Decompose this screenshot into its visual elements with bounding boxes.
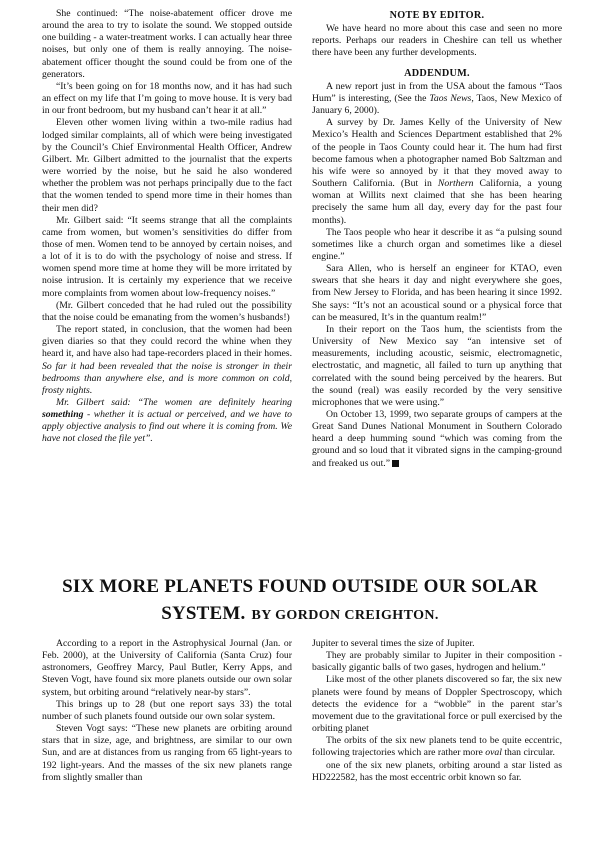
- paragraph: [42, 397, 292, 446]
- text-run: California, a young woman at Willits next claimed that she has been hearing precisely the same hum all day, every day for the past four months).: [312, 178, 563, 226]
- paragraph: Jupiter to several times the size of Jupiter.: [312, 638, 475, 649]
- italic-run: Mr. Gilbert said: “The women are definitely hearing: [56, 397, 292, 408]
- italic-run: Northern: [437, 178, 474, 190]
- paragraph: She continued: “The noise-abatement officer drove me around the area to try to isolate the sound. We stopped outside one building - a water-treatment works. I can actually hear three noises, but only one of them is really annoying. The noise-abatement officer thought the sound could be from one of the generators.: [42, 8, 292, 80]
- bold-italic-run: something: [42, 409, 84, 421]
- italic-run: oval: [485, 747, 502, 759]
- paragraph: The Taos people who hear it describe it as “a pulsing sound sometimes like a church organ and sometimes like a diesel engine.”: [312, 226, 562, 262]
- paragraph: According to a report in the Astrophysical Journal (Jan. or Feb. 2000), at the University of California (Santa Cruz) four astronomers, Geoffrey Marcy, Paul Butler, Kerry Apps, and Steven Vogt, have found six more planets outside our own solar system, but orbiting around “relatively near-by stars”.: [42, 638, 292, 698]
- right-column: [312, 8, 562, 470]
- addendum-heading: ADDENDUM.: [404, 67, 470, 79]
- text-run: than circular.: [501, 747, 555, 759]
- paragraph: We have heard no more about this case and seen no more reports. Perhaps our readers in Cheshire can tell us whether there have been any further developments.: [312, 23, 562, 59]
- paragraph: one of the six new planets, orbiting around a star listed as HD222582, has the most eccentric orbit known so far.: [312, 759, 562, 783]
- paragraph: (Mr. Gilbert conceded that he had ruled out the possibility that the noise could be emanating from the women’s husbands!): [42, 299, 292, 323]
- article-left-column: [42, 638, 292, 784]
- paragraph: [312, 81, 562, 117]
- paragraph: In their report on the Taos hum, the scientists from the University of New Mexico say “an intensive set of measurements, including acoustic, seismic, electromagnetic, electrostatic, and magnetic, all failed to turn up anything that correlated with the sound being perceived by the hearers. But the sound (real) was easily recorded by the very sensitive microphones that we were using.”: [312, 323, 562, 408]
- text-run: A new report just in from the USA about the famous “Taos Hum” is interesting, (See the: [312, 80, 562, 104]
- paragraph: Like most of the other planets discovered so far, the six new planets were found by means of Doppler Spectroscopy, which detects the evidence for a “wobble” in the parent star’s movement due to the gravitational force or pull exercised by the orbiting planet: [312, 674, 562, 735]
- paragraph: [312, 409, 562, 470]
- text-run: A survey by Dr. James Kelly of the University of New Mexico’s Health and Sciences Department established that 2% of the people in Taos County could hear it. The hum had first become famous when a photographer named Bob Saltzman and his wife were so annoyed by it that they moved away to Southern California. (But in: [312, 117, 562, 190]
- article-right-column: [312, 638, 562, 784]
- paragraph: Mr. Gilbert said: “It seems strange that all the complaints came from women, but women’s sensitivities do differ from those of men. Women tend to be annoyed by certain noises, and a lot of it is to do with the psychology of noise and stress. If women spend more time at home they will be more irritated by noise intrusion. It is certainly my experience that we receive more complaints from women about low-frequency noises.”: [42, 214, 292, 299]
- left-column: [42, 8, 292, 446]
- italic-run: - whether it is actual or perceived, and we have to apply objective analysis to find out where it is coming from. We have not closed the file yet”.: [42, 409, 292, 445]
- byline: BY GORDON CREIGHTON.: [251, 608, 439, 623]
- paragraph: They are probably similar to Jupiter in their composition -basically gigantic balls of two gases, hydrogen and helium.”: [312, 650, 562, 674]
- paragraph: [312, 117, 562, 226]
- text-run: On October 13, 1999, two separate groups of campers at the Great Sand Dunes National Monument in Southern Colorado heard a deep humming sound “which was coming from the ground and so loud that it vibrated signs in the camping-ground and freaked us out.”: [312, 409, 562, 469]
- paragraph: Steven Vogt says: “These new planets are orbiting around stars that in size, age, and brightness, are similar to our own Sun, and are at distances from us ranging from 65 light-years to 192 light-years. And the masses of the six new planets range from slightly smaller than: [42, 723, 292, 783]
- paragraph: “It’s been going on for 18 months now, and it has had such an effect on my life that I’m going to move house. It is very bad in our front bedroom, but my husband can’t hear it at all.”: [42, 80, 292, 117]
- paragraph: This brings up to 28 (but one report says 33) the total number of such planets found outside our own solar system.: [42, 698, 292, 722]
- paragraph: Sara Allen, who is herself an engineer for KTAO, even swears that she hears it day and night everywhere she goes, from New Jersey to Florida, and has been hearing it since 1992. She says: “It’s not an acoustical sound or a physical force that can be measured, It’s in the quantum realm!”: [312, 263, 562, 323]
- title-text: SIX MORE PLANETS FOUND OUTSIDE OUR SOLAR SYSTEM.: [62, 576, 538, 624]
- italic-run: So far it had been revealed that the noise is stronger in their bedrooms than anywhere else, and is more common on cold, frosty nights.: [42, 360, 292, 396]
- text-run: The report stated, in conclusion, that the women had been given diaries so that they could record the whine when they heard it, and have also had tape-recorders placed in their homes.: [42, 324, 292, 360]
- italic-run: Taos News: [429, 92, 472, 104]
- note-heading: NOTE BY EDITOR.: [389, 10, 485, 21]
- article-title: [30, 573, 570, 629]
- paragraph: Eleven other women living within a two-mile radius had lodged similar complaints, all of which were being investigated by the Council’s Chief Environmental Health Officer, Andrew Gilbert. Mr. Gilbert admitted to the journalist that the experts were worried by the noise, but he said he also wondered whether the problem was not perhaps principally due to the fact that the women tended to spend more time in their homes than their men did?: [42, 117, 292, 214]
- end-mark-icon: [392, 460, 399, 467]
- text-run: The orbits of the six new planets tend to be quite eccentric, following trajectories which are rather more: [312, 735, 562, 759]
- paragraph: [42, 324, 292, 397]
- paragraph: [312, 735, 562, 759]
- text-run: , Taos, New Mexico of January 6, 2000).: [312, 92, 563, 117]
